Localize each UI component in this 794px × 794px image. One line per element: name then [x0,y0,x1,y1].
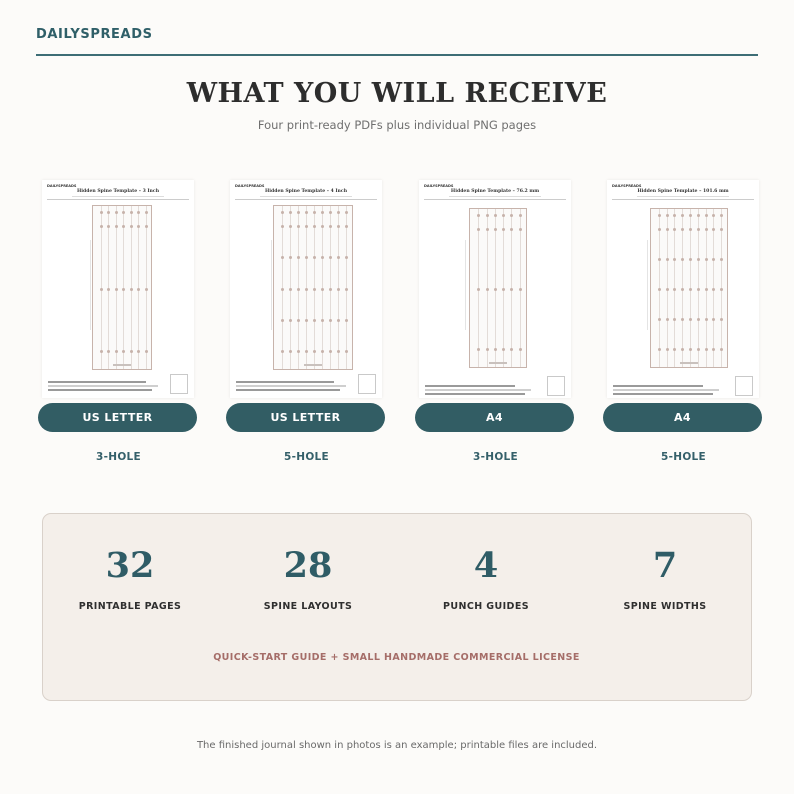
punch-hole-mark [345,256,348,259]
punch-hole-mark [137,350,140,353]
punch-hole-mark [666,258,669,261]
punch-hole-mark [712,258,715,261]
punch-hole-mark [697,228,700,231]
punch-hole-mark [297,256,300,259]
punch-hole-mark [658,214,661,217]
punch-hole-mark [712,288,715,291]
brand-logo: DAILYSPREADS [36,27,153,42]
punch-hole-mark [313,225,316,228]
punch-hole-mark [502,288,505,291]
punch-hole-mark [502,214,505,217]
punch-hole-mark [705,288,708,291]
stat-printable-pages [45,546,215,612]
punch-hole-mark [673,318,676,321]
template-preview [230,180,382,398]
punch-hole-mark [289,288,292,291]
punch-hole-mark [115,211,118,214]
punch-hole-mark [689,318,692,321]
preview-text-line [425,385,515,387]
hole-count-label: 3-HOLE [472,451,519,463]
template-preview [419,180,571,398]
spine-frame-label [113,364,131,366]
punch-hole-mark [720,288,723,291]
preview-punch-box [358,374,376,394]
punch-hole-mark [658,318,661,321]
punch-hole-mark [345,319,348,322]
punch-hole-mark [673,258,676,261]
punch-hole-mark [697,348,700,351]
punch-hole-mark [681,318,684,321]
punch-hole-mark [697,288,700,291]
spine-frame-label [489,362,507,364]
punch-hole-mark [122,350,125,353]
punch-hole-mark [494,348,497,351]
preview-text-line [613,385,703,387]
preview-text-line [48,389,152,391]
punch-hole-mark [486,228,489,231]
preview-rule [235,199,377,200]
stat-label: SPINE LAYOUTS [263,601,353,612]
product-card [601,180,766,465]
punch-hole-mark [100,288,103,291]
hole-count-label: 3-HOLE [95,451,142,463]
punch-hole-mark [289,211,292,214]
punch-hole-mark [720,348,723,351]
punch-hole-mark [329,350,332,353]
punch-hole-mark [145,288,148,291]
punch-hole-mark [313,256,316,259]
punch-hole-mark [720,214,723,217]
punch-hole-mark [519,214,522,217]
punch-hole-mark [297,225,300,228]
stat-punch-guides [401,546,571,612]
punch-hole-mark [712,348,715,351]
preview-text-line [48,381,146,383]
punch-hole-mark [289,319,292,322]
punch-hole-mark [329,211,332,214]
punch-hole-mark [289,225,292,228]
punch-hole-mark [137,225,140,228]
punch-hole-mark [329,256,332,259]
stat-label: SPINE WIDTHS [623,601,707,612]
punch-hole-mark [666,214,669,217]
punch-hole-mark [673,228,676,231]
format-button[interactable]: US LETTER [226,403,385,432]
punch-hole-mark [673,214,676,217]
punch-hole-mark [658,228,661,231]
punch-hole-mark [477,228,480,231]
punch-hole-mark [510,214,513,217]
punch-hole-mark [689,288,692,291]
preview-side-text [465,240,466,330]
preview-brand: DAILYSPREADS [612,184,642,188]
contents-summary-panel [42,513,752,701]
punch-hole-mark [100,211,103,214]
punch-hole-mark [705,258,708,261]
punch-hole-mark [345,225,348,228]
punch-hole-mark [122,211,125,214]
product-card [413,180,578,465]
punch-hole-mark [494,228,497,231]
stat-value: 7 [652,545,678,586]
hole-count-label: 5-HOLE [660,451,707,463]
punch-hole-mark [477,288,480,291]
punch-hole-mark [337,256,340,259]
punch-hole-mark [281,350,284,353]
preview-rule [612,199,754,200]
punch-hole-mark [681,228,684,231]
preview-rule [424,199,566,200]
format-button[interactable]: A4 [415,403,574,432]
punch-hole-mark [297,319,300,322]
preview-text-line [48,385,158,387]
preview-side-text [647,240,648,330]
punch-hole-mark [510,288,513,291]
punch-hole-mark [712,228,715,231]
page-title: WHAT YOU WILL RECEIVE [186,78,608,109]
punch-hole-mark [494,214,497,217]
punch-hole-mark [519,348,522,351]
punch-hole-mark [137,288,140,291]
punch-hole-mark [337,319,340,322]
punch-hole-mark [681,258,684,261]
punch-hole-mark [681,288,684,291]
punch-hole-mark [720,258,723,261]
punch-hole-mark [281,225,284,228]
punch-hole-mark [666,348,669,351]
punch-hole-mark [666,228,669,231]
stat-label: PRINTABLE PAGES [78,601,182,612]
punch-hole-mark [705,348,708,351]
preview-side-text [271,240,272,330]
preview-text-line [425,393,525,395]
punch-hole-mark [712,318,715,321]
punch-hole-mark [305,319,308,322]
punch-hole-mark [486,214,489,217]
punch-hole-mark [100,350,103,353]
punch-hole-mark [689,228,692,231]
stat-spine-layouts [223,546,393,612]
punch-hole-mark [720,318,723,321]
preview-punch-box [170,374,188,394]
preview-title: Hidden Spine Template – 4 Inch [264,189,348,194]
punch-hole-mark [281,288,284,291]
punch-hole-mark [705,318,708,321]
spine-frame [650,208,728,368]
preview-caption-line [637,196,729,197]
preview-caption-line [72,196,164,197]
punch-hole-mark [107,211,110,214]
punch-hole-mark [345,350,348,353]
preview-side-text [90,240,91,330]
preview-caption-line [260,196,352,197]
punch-hole-mark [130,288,133,291]
punch-hole-mark [281,319,284,322]
punch-hole-mark [297,350,300,353]
punch-hole-mark [666,288,669,291]
spine-frame-label [304,364,322,366]
punch-hole-mark [689,258,692,261]
punch-hole-mark [313,350,316,353]
punch-hole-mark [502,348,505,351]
preview-text-line [236,389,340,391]
punch-hole-mark [107,225,110,228]
punch-hole-mark [689,214,692,217]
punch-hole-mark [673,288,676,291]
preview-brand: DAILYSPREADS [47,184,77,188]
punch-hole-mark [321,256,324,259]
stat-value: 28 [283,545,333,586]
preview-brand: DAILYSPREADS [424,184,454,188]
format-button[interactable]: US LETTER [38,403,197,432]
punch-hole-mark [305,256,308,259]
punch-hole-mark [305,288,308,291]
punch-hole-mark [658,348,661,351]
header-divider [36,54,758,56]
punch-hole-mark [115,288,118,291]
hole-count-label: 5-HOLE [283,451,330,463]
stat-value: 32 [105,545,155,586]
punch-hole-mark [673,348,676,351]
page-subtitle: Four print-ready PDFs plus individual PNG pages [257,118,537,132]
punch-hole-mark [321,225,324,228]
punch-hole-mark [681,348,684,351]
punch-hole-mark [681,214,684,217]
punch-hole-mark [689,348,692,351]
punch-hole-mark [130,225,133,228]
punch-hole-mark [145,211,148,214]
punch-hole-mark [705,228,708,231]
punch-hole-mark [337,225,340,228]
spine-frame [273,205,353,370]
preview-punch-box [735,376,753,396]
template-preview [42,180,194,398]
punch-hole-mark [337,211,340,214]
punch-hole-mark [107,350,110,353]
punch-hole-mark [477,348,480,351]
punch-hole-mark [486,288,489,291]
punch-hole-mark [313,211,316,214]
punch-hole-mark [658,258,661,261]
punch-hole-mark [281,256,284,259]
punch-hole-mark [122,225,125,228]
preview-text-line [236,381,334,383]
punch-hole-mark [321,211,324,214]
spine-frame-label [680,362,698,364]
punch-hole-mark [345,288,348,291]
punch-hole-mark [305,211,308,214]
punch-hole-mark [313,288,316,291]
punch-hole-mark [502,228,505,231]
punch-hole-mark [107,288,110,291]
punch-hole-mark [130,211,133,214]
preview-rule [47,199,189,200]
punch-hole-mark [297,288,300,291]
spine-frame [92,205,152,370]
footer-disclaimer: The finished journal shown in photos is an example; printable files are included. [196,740,598,751]
preview-punch-box [547,376,565,396]
punch-hole-mark [313,319,316,322]
format-button[interactable]: A4 [603,403,762,432]
punch-hole-mark [115,225,118,228]
punch-hole-mark [289,350,292,353]
punch-hole-mark [697,214,700,217]
template-preview [607,180,759,398]
punch-hole-mark [329,319,332,322]
punch-hole-mark [329,288,332,291]
punch-hole-mark [705,214,708,217]
punch-hole-mark [305,225,308,228]
product-card [36,180,201,465]
punch-hole-mark [100,225,103,228]
preview-brand: DAILYSPREADS [235,184,265,188]
punch-hole-mark [329,225,332,228]
punch-hole-mark [345,211,348,214]
punch-hole-mark [666,318,669,321]
stat-label: PUNCH GUIDES [443,601,529,612]
punch-hole-mark [321,350,324,353]
punch-hole-mark [137,211,140,214]
preview-caption-line [449,196,541,197]
punch-hole-mark [697,258,700,261]
stat-value: 4 [473,545,499,586]
preview-title: Hidden Spine Template – 3 Inch [76,189,160,194]
punch-hole-mark [337,288,340,291]
punch-hole-mark [720,228,723,231]
punch-hole-mark [477,214,480,217]
stat-spine-widths [580,546,750,612]
license-note: QUICK-START GUIDE + SMALL HANDMADE COMMERCIAL LICENSE [213,652,580,663]
punch-hole-mark [494,288,497,291]
punch-hole-mark [337,350,340,353]
product-card [224,180,389,465]
punch-hole-mark [289,256,292,259]
punch-hole-mark [519,288,522,291]
punch-hole-mark [712,214,715,217]
punch-hole-mark [321,319,324,322]
punch-hole-mark [486,348,489,351]
preview-title: Hidden Spine Template – 101.6 mm [637,189,729,194]
preview-text-line [425,389,531,391]
preview-text-line [613,393,713,395]
punch-hole-mark [130,350,133,353]
punch-hole-mark [519,228,522,231]
punch-hole-mark [115,350,118,353]
punch-hole-mark [321,288,324,291]
preview-text-line [613,389,719,391]
punch-hole-mark [281,211,284,214]
spine-frame [469,208,527,368]
preview-title: Hidden Spine Template – 76.2 mm [450,189,540,194]
punch-hole-mark [305,350,308,353]
punch-hole-mark [658,288,661,291]
punch-hole-mark [510,348,513,351]
preview-text-line [236,385,346,387]
punch-hole-mark [145,225,148,228]
punch-hole-mark [510,228,513,231]
punch-hole-mark [145,350,148,353]
punch-hole-mark [297,211,300,214]
punch-hole-mark [122,288,125,291]
punch-hole-mark [697,318,700,321]
